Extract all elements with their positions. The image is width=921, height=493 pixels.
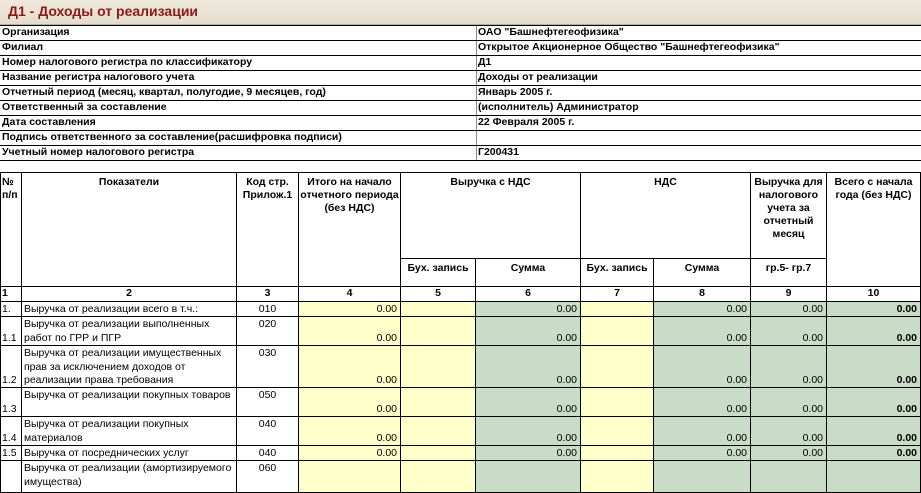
tax-revenue-amount: 0.00 bbox=[802, 303, 823, 315]
start-period-amount-cell[interactable] bbox=[299, 317, 401, 346]
vat-amount-cell[interactable] bbox=[654, 317, 751, 346]
revenue-entry-cell-cell[interactable] bbox=[401, 302, 476, 317]
info-value-date[interactable]: 22 Февраля 2005 г. bbox=[478, 116, 575, 128]
row-number-cell[interactable] bbox=[0, 302, 22, 317]
tax-revenue-amount-cell[interactable] bbox=[751, 446, 827, 461]
info-label-branch: Филиал bbox=[2, 41, 44, 53]
start-period-amount-cell[interactable] bbox=[299, 346, 401, 388]
tax-revenue-amount-cell[interactable] bbox=[751, 388, 827, 417]
header-indicators: Показатели bbox=[22, 173, 237, 287]
revenue-vat-amount-cell[interactable] bbox=[476, 446, 581, 461]
info-value-register-number[interactable]: Д1 bbox=[478, 56, 492, 68]
header-code: Код стр. Прилож.1 bbox=[237, 173, 299, 287]
start-period-amount: 0.00 bbox=[376, 332, 397, 344]
header-sub-sum: Сумма bbox=[654, 259, 751, 287]
start-period-amount: 0.00 bbox=[376, 447, 397, 459]
vat-amount-cell[interactable] bbox=[654, 417, 751, 446]
info-value-account-number[interactable]: Г200431 bbox=[478, 146, 519, 158]
tax-revenue-amount: 0.00 bbox=[802, 374, 823, 386]
revenue-entry-cell-cell[interactable] bbox=[401, 388, 476, 417]
vat-amount: 0.00 bbox=[726, 303, 747, 315]
column-number: 7 bbox=[581, 287, 654, 302]
indicator-name: Выручка от реализации имущественных прав за исключением доходов от реализации права требования bbox=[24, 347, 222, 386]
revenue-vat-amount-cell[interactable] bbox=[476, 388, 581, 417]
row-code-cell[interactable] bbox=[237, 446, 299, 461]
vat-amount: 0.00 bbox=[726, 374, 747, 386]
year-total-amount: 0.00 bbox=[896, 303, 917, 315]
row-code-cell[interactable] bbox=[237, 302, 299, 317]
revenue-vat-amount-cell[interactable] bbox=[476, 302, 581, 317]
row-code-cell[interactable] bbox=[237, 317, 299, 346]
row-code: 030 bbox=[258, 347, 277, 359]
info-label-period: Отчетный период (месяц, квартал, полугодие, 9 месяцев, год) bbox=[2, 86, 326, 98]
vat-amount-cell[interactable] bbox=[654, 461, 751, 493]
row-code: 010 bbox=[258, 303, 277, 315]
indicator-name-cell[interactable] bbox=[22, 302, 237, 317]
indicator-name-cell[interactable] bbox=[22, 317, 237, 346]
indicator-name-cell[interactable] bbox=[22, 446, 237, 461]
revenue-entry-cell-cell[interactable] bbox=[401, 446, 476, 461]
info-label-organization: Организация bbox=[2, 26, 70, 38]
header-vat: НДС bbox=[581, 173, 751, 259]
revenue-vat-amount: 0.00 bbox=[556, 303, 577, 315]
start-period-amount-cell[interactable] bbox=[299, 461, 401, 493]
year-total-amount-cell[interactable] bbox=[827, 346, 921, 388]
row-code: 040 bbox=[258, 447, 277, 459]
row-number: 1.2 bbox=[2, 374, 17, 386]
start-period-amount-cell[interactable] bbox=[299, 446, 401, 461]
header-formula: гр.5- гр.7 bbox=[751, 259, 827, 287]
info-label-account-number: Учетный номер налогового регистра bbox=[2, 146, 195, 158]
year-total-amount: 0.00 bbox=[896, 403, 917, 415]
header-sub-sum: Сумма bbox=[476, 259, 581, 287]
vat-amount-cell[interactable] bbox=[654, 302, 751, 317]
vat-entry-cell-cell[interactable] bbox=[581, 302, 654, 317]
info-value-organization[interactable]: ОАО "Башнефтегеофизика" bbox=[478, 26, 624, 38]
vat-amount-cell[interactable] bbox=[654, 388, 751, 417]
revenue-vat-amount-cell[interactable] bbox=[476, 417, 581, 446]
info-label-register-number: Номер налогового регистра по классификатору bbox=[2, 56, 253, 68]
start-period-amount-cell[interactable] bbox=[299, 417, 401, 446]
sheet-title: Д1 - Доходы от реализации bbox=[8, 3, 199, 19]
vat-entry-cell-cell[interactable] bbox=[581, 388, 654, 417]
revenue-entry-cell-cell[interactable] bbox=[401, 461, 476, 493]
row-code-cell[interactable] bbox=[237, 388, 299, 417]
vat-amount-cell[interactable] bbox=[654, 346, 751, 388]
header-revenue-vat: Выручка с НДС bbox=[401, 173, 581, 259]
row-number-cell[interactable] bbox=[0, 388, 22, 417]
year-total-amount: 0.00 bbox=[896, 432, 917, 444]
column-number: 9 bbox=[751, 287, 827, 302]
column-number: 2 bbox=[22, 287, 237, 302]
header-number: № п/п bbox=[0, 173, 22, 287]
start-period-amount: 0.00 bbox=[376, 303, 397, 315]
tax-revenue-amount-cell[interactable] bbox=[751, 317, 827, 346]
start-period-amount-cell[interactable] bbox=[299, 302, 401, 317]
start-period-amount: 0.00 bbox=[376, 403, 397, 415]
info-label-date: Дата составления bbox=[2, 116, 96, 128]
year-total-amount: 0.00 bbox=[896, 332, 917, 344]
info-label-signature: Подпись ответственного за составление(расшифровка подписи) bbox=[2, 131, 342, 143]
indicator-name-cell[interactable] bbox=[22, 388, 237, 417]
info-value-period[interactable]: Январь 2005 г. bbox=[478, 86, 553, 98]
vat-entry-cell-cell[interactable] bbox=[581, 317, 654, 346]
indicator-name: Выручка от реализации покупных материалов bbox=[24, 418, 189, 444]
info-value-responsible[interactable]: (исполнитель) Администратор bbox=[478, 101, 639, 113]
revenue-vat-amount: 0.00 bbox=[556, 447, 577, 459]
row-number: 1.5 bbox=[2, 447, 17, 459]
info-label-register-name: Название регистра налогового учета bbox=[2, 71, 195, 83]
vat-amount: 0.00 bbox=[726, 432, 747, 444]
row-number-cell[interactable] bbox=[0, 417, 22, 446]
year-total-amount-cell[interactable] bbox=[827, 302, 921, 317]
header-sub-entry: Бух. запись bbox=[581, 259, 654, 287]
column-number: 5 bbox=[401, 287, 476, 302]
row-code-cell[interactable] bbox=[237, 461, 299, 493]
revenue-entry-cell-cell[interactable] bbox=[401, 317, 476, 346]
vat-entry-cell-cell[interactable] bbox=[581, 446, 654, 461]
revenue-vat-amount: 0.00 bbox=[556, 432, 577, 444]
vat-entry-cell-cell[interactable] bbox=[581, 461, 654, 493]
row-number-cell[interactable] bbox=[0, 461, 22, 493]
info-label-responsible: Ответственный за составление bbox=[2, 101, 167, 113]
header-start-period: Итого на начало отчетного периода (без НДС) bbox=[299, 173, 401, 287]
column-number: 6 bbox=[476, 287, 581, 302]
revenue-entry-cell-cell[interactable] bbox=[401, 417, 476, 446]
revenue-vat-amount: 0.00 bbox=[556, 332, 577, 344]
info-column-separator bbox=[476, 25, 477, 161]
start-period-amount-cell[interactable] bbox=[299, 388, 401, 417]
row-code-cell[interactable] bbox=[237, 417, 299, 446]
vat-amount: 0.00 bbox=[726, 332, 747, 344]
start-period-amount: 0.00 bbox=[376, 432, 397, 444]
column-number: 8 bbox=[654, 287, 751, 302]
revenue-entry-cell-cell[interactable] bbox=[401, 346, 476, 388]
indicator-name: Выручка от реализации всего в т.ч.: bbox=[24, 303, 199, 315]
info-value-branch[interactable]: Открытое Акционерное Общество "Башнефтегеофизика" bbox=[478, 41, 780, 53]
tax-revenue-amount-cell[interactable] bbox=[751, 461, 827, 493]
indicator-name: Выручка от реализации покупных товаров bbox=[24, 389, 231, 401]
indicator-name: Выручка от посреднических услуг bbox=[24, 447, 189, 459]
year-total-amount-cell[interactable] bbox=[827, 388, 921, 417]
column-number: 1 bbox=[0, 287, 22, 302]
revenue-vat-amount: 0.00 bbox=[556, 403, 577, 415]
tax-revenue-amount: 0.00 bbox=[802, 332, 823, 344]
vat-amount: 0.00 bbox=[726, 447, 747, 459]
year-total-amount-cell[interactable] bbox=[827, 317, 921, 346]
tax-revenue-amount: 0.00 bbox=[802, 447, 823, 459]
year-total-amount: 0.00 bbox=[896, 447, 917, 459]
tax-revenue-amount-cell[interactable] bbox=[751, 346, 827, 388]
year-total-amount: 0.00 bbox=[896, 374, 917, 386]
info-rule bbox=[0, 160, 921, 161]
row-code-cell[interactable] bbox=[237, 346, 299, 388]
tax-revenue-amount: 0.00 bbox=[802, 403, 823, 415]
year-total-amount-cell[interactable] bbox=[827, 461, 921, 493]
column-number: 10 bbox=[827, 287, 921, 302]
column-number: 3 bbox=[237, 287, 299, 302]
header-sub-entry: Бух. запись bbox=[401, 259, 476, 287]
revenue-vat-amount-cell[interactable] bbox=[476, 317, 581, 346]
revenue-vat-amount-cell[interactable] bbox=[476, 461, 581, 493]
tax-revenue-amount-cell[interactable] bbox=[751, 302, 827, 317]
row-number-cell[interactable] bbox=[0, 317, 22, 346]
header-revenue-tax: Выручка для налогового учета за отчетный месяц bbox=[751, 173, 827, 259]
indicator-name-cell[interactable] bbox=[22, 346, 237, 388]
row-number-cell[interactable] bbox=[0, 446, 22, 461]
year-total-amount-cell[interactable] bbox=[827, 417, 921, 446]
row-number: 1.1 bbox=[2, 332, 17, 344]
row-code: 050 bbox=[258, 389, 277, 401]
header-total-year: Всего с начала года (без НДС) bbox=[827, 173, 921, 287]
row-number-cell[interactable] bbox=[0, 346, 22, 388]
start-period-amount: 0.00 bbox=[376, 374, 397, 386]
row-code: 060 bbox=[258, 462, 277, 474]
row-number: 1. bbox=[2, 303, 11, 315]
row-number: 1.3 bbox=[2, 403, 17, 415]
indicator-name-cell[interactable] bbox=[22, 461, 237, 493]
tax-revenue-amount: 0.00 bbox=[802, 432, 823, 444]
column-number: 4 bbox=[299, 287, 401, 302]
vat-amount: 0.00 bbox=[726, 403, 747, 415]
vat-amount-cell[interactable] bbox=[654, 446, 751, 461]
sheet-title-bar bbox=[0, 0, 921, 25]
row-number: 1.4 bbox=[2, 432, 17, 444]
revenue-vat-amount-cell[interactable] bbox=[476, 346, 581, 388]
indicator-name-cell[interactable] bbox=[22, 417, 237, 446]
vat-entry-cell-cell[interactable] bbox=[581, 417, 654, 446]
tax-revenue-amount-cell[interactable] bbox=[751, 417, 827, 446]
vat-entry-cell-cell[interactable] bbox=[581, 346, 654, 388]
indicator-name: Выручка от реализации выполненных работ по ГРР и ПГР bbox=[24, 318, 210, 344]
row-code: 020 bbox=[258, 318, 277, 330]
year-total-amount-cell[interactable] bbox=[827, 446, 921, 461]
row-code: 040 bbox=[258, 418, 277, 430]
revenue-vat-amount: 0.00 bbox=[556, 374, 577, 386]
info-value-register-name[interactable]: Доходы от реализации bbox=[478, 71, 598, 83]
indicator-name: Выручка от реализации (амортизируемого имущества) bbox=[24, 462, 232, 488]
